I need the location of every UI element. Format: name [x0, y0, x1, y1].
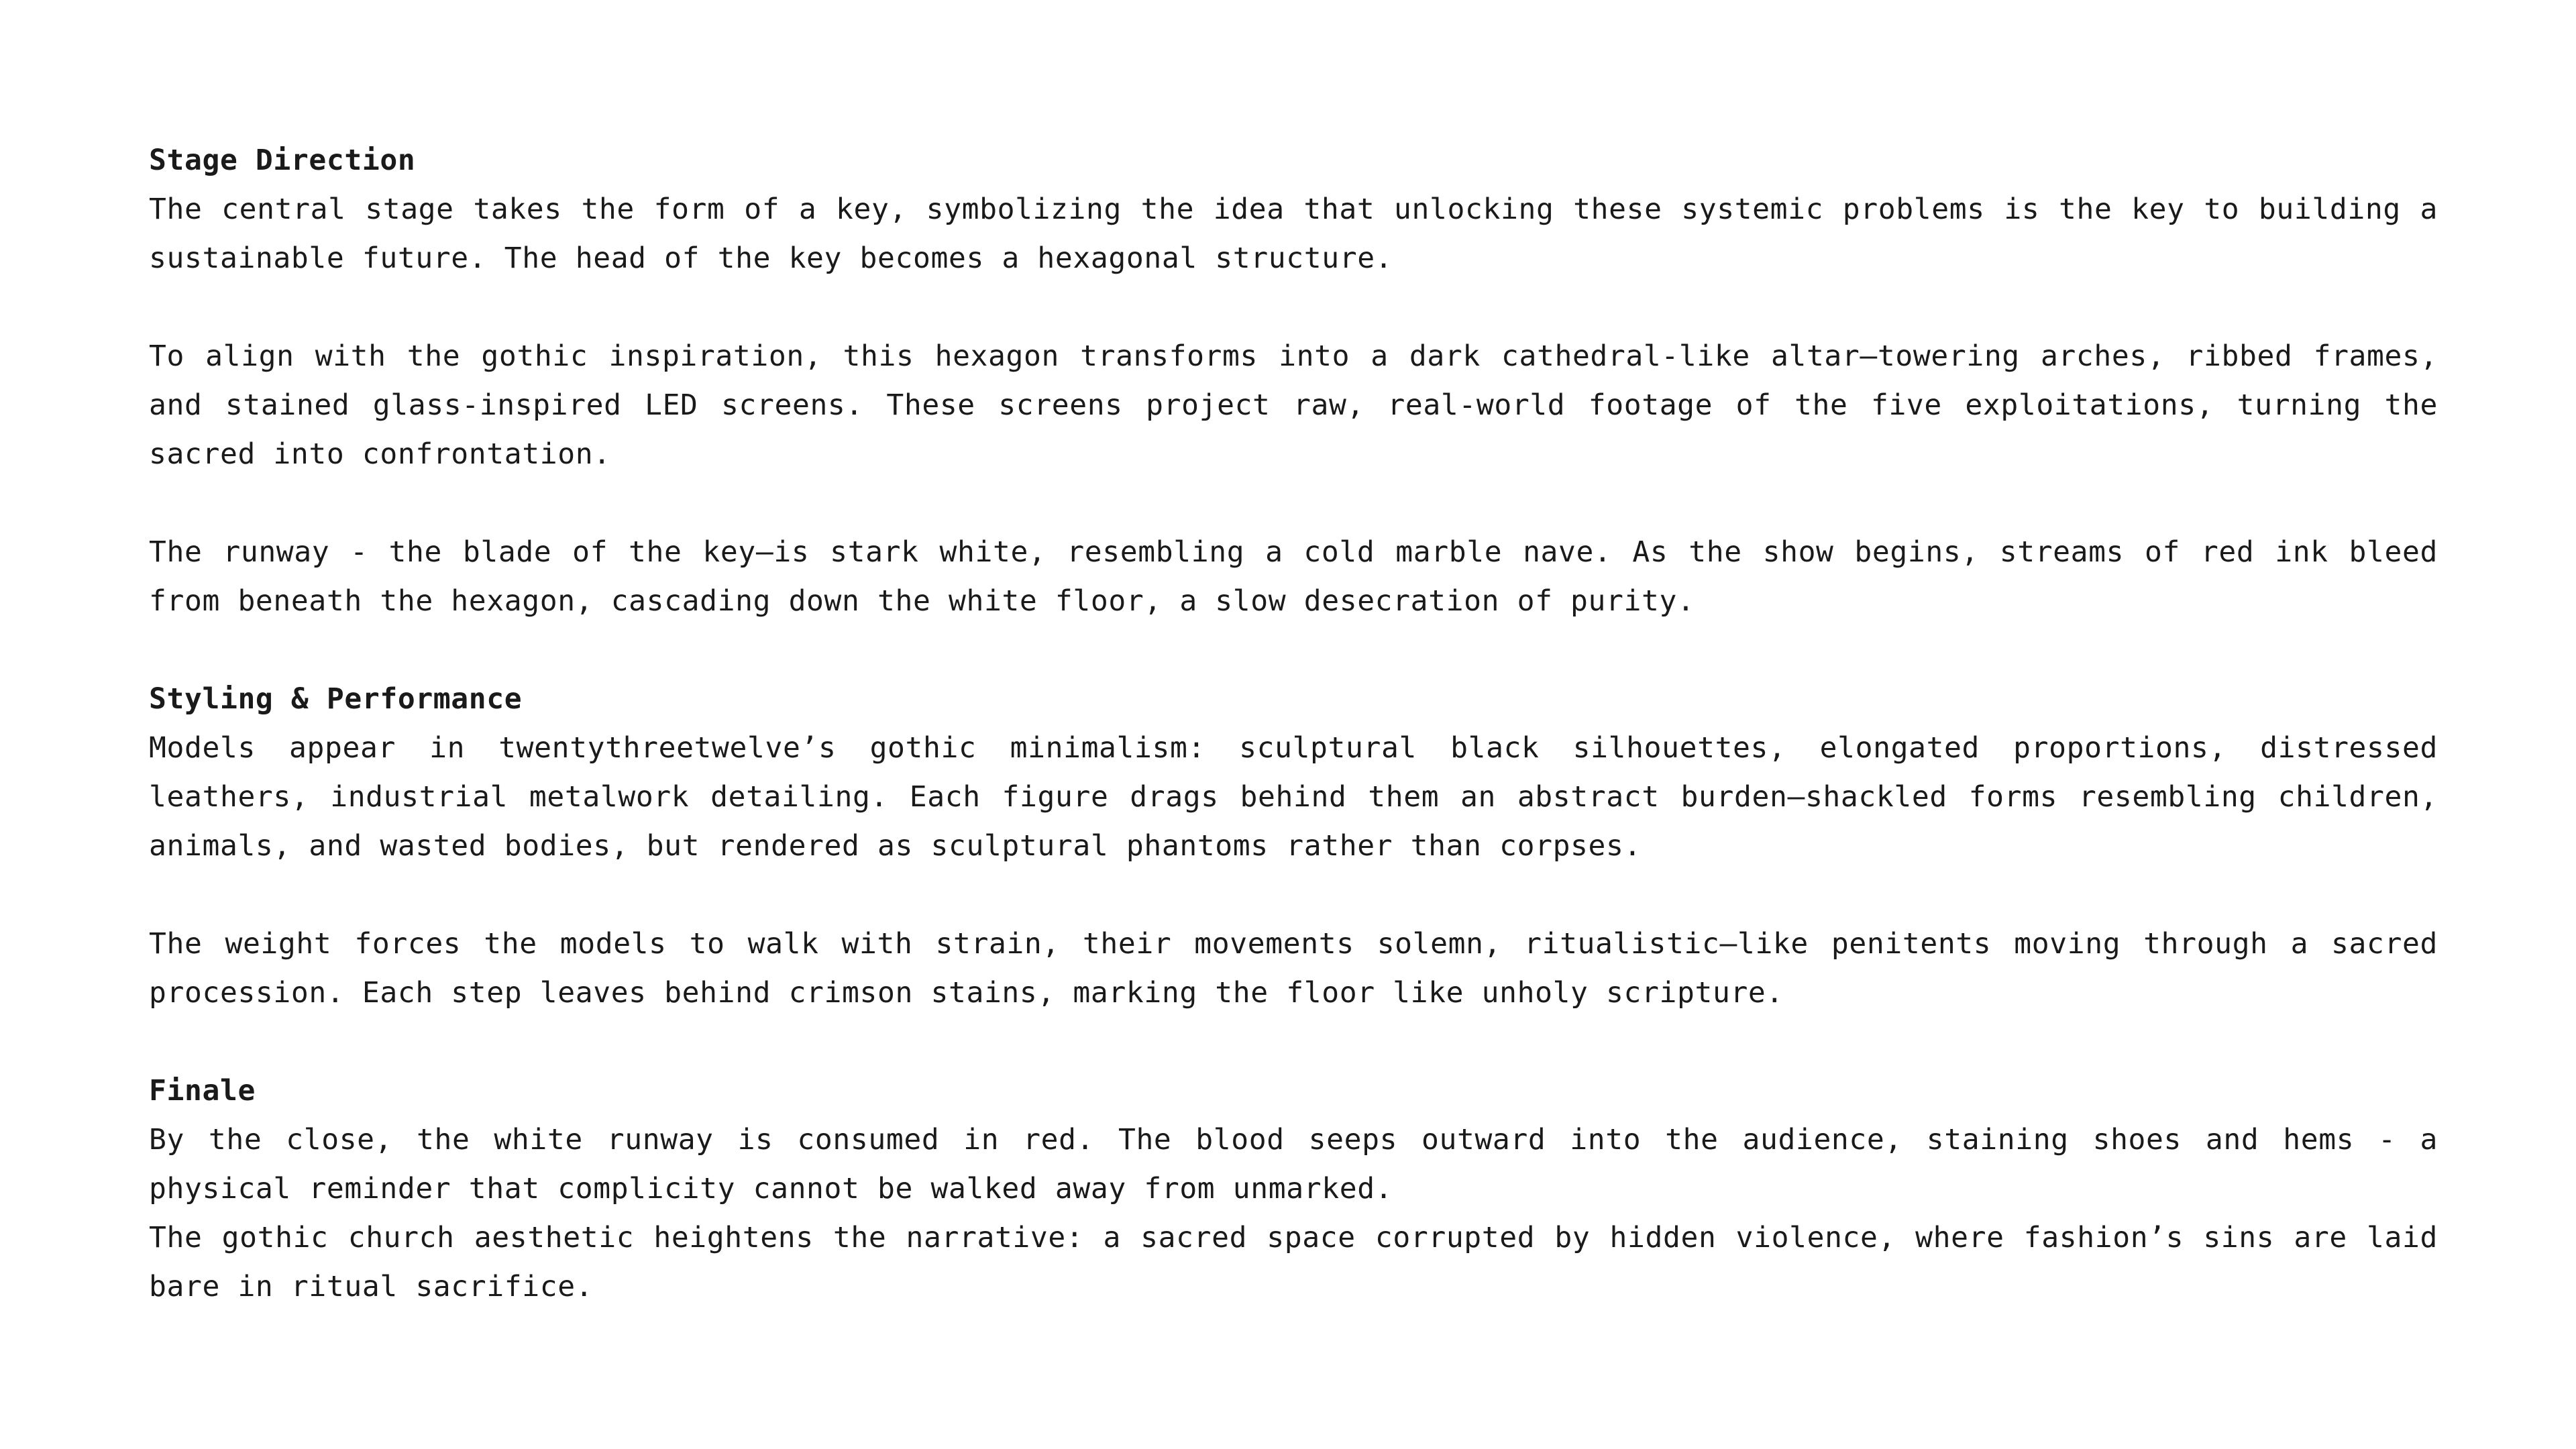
paragraph: To align with the gothic inspiration, this hexagon transforms into a dark cathedral-like altar—towering arches, ribbed frames, and stained glass-inspired LED screens. These screens project raw, real-world footage of the five exploitations, turning the sacred into confrontation. [149, 339, 2438, 471]
paragraph: The central stage takes the form of a key, symbolizing the idea that unlocking these systemic problems is the key to building a sustainable future. The head of the key becomes a hexagonal structure. [149, 193, 2438, 275]
paragraph: The weight forces the models to walk with strain, their movements solemn, ritualistic—like penitents moving through a sacred procession. Each step leaves behind crimson stains, marking the floor like unholy scripture. [149, 927, 2438, 1010]
document-body [149, 136, 2438, 1311]
section-styling-performance [149, 675, 2438, 1018]
paragraph-gap [149, 479, 2438, 528]
section-stage-direction [149, 136, 2438, 626]
section-heading: Stage Direction [149, 144, 416, 177]
paragraph-gap [149, 283, 2438, 332]
paragraph: The gothic church aesthetic heightens the narrative: a sacred space corrupted by hidden violence, where fashion’s sins are laid bare in ritual sacrifice. [149, 1221, 2438, 1303]
paragraph-gap [149, 871, 2438, 920]
section-finale [149, 1067, 2438, 1311]
paragraph: Models appear in twentythreetwelve’s gothic minimalism: sculptural black silhouettes, elongated proportions, distressed leathers, industrial metalwork detailing. Each figure drags behind them an abstract burden—shackled forms resembling children, animals, and wasted bodies, but rendered as sculptural phantoms rather than corpses. [149, 731, 2438, 863]
paragraph: The runway - the blade of the key—is stark white, resembling a cold marble nave. As the show begins, streams of red ink bleed from beneath the hexagon, cascading down the white floor, a slow desecration of purity. [149, 535, 2438, 618]
section-heading: Finale [149, 1074, 256, 1108]
section-gap [149, 626, 2438, 675]
paragraph: By the close, the white runway is consumed in red. The blood seeps outward into the audience, staining shoes and hems - a physical reminder that complicity cannot be walked away from unmarked. [149, 1123, 2438, 1205]
section-gap [149, 1018, 2438, 1067]
section-heading: Styling & Performance [149, 682, 523, 716]
